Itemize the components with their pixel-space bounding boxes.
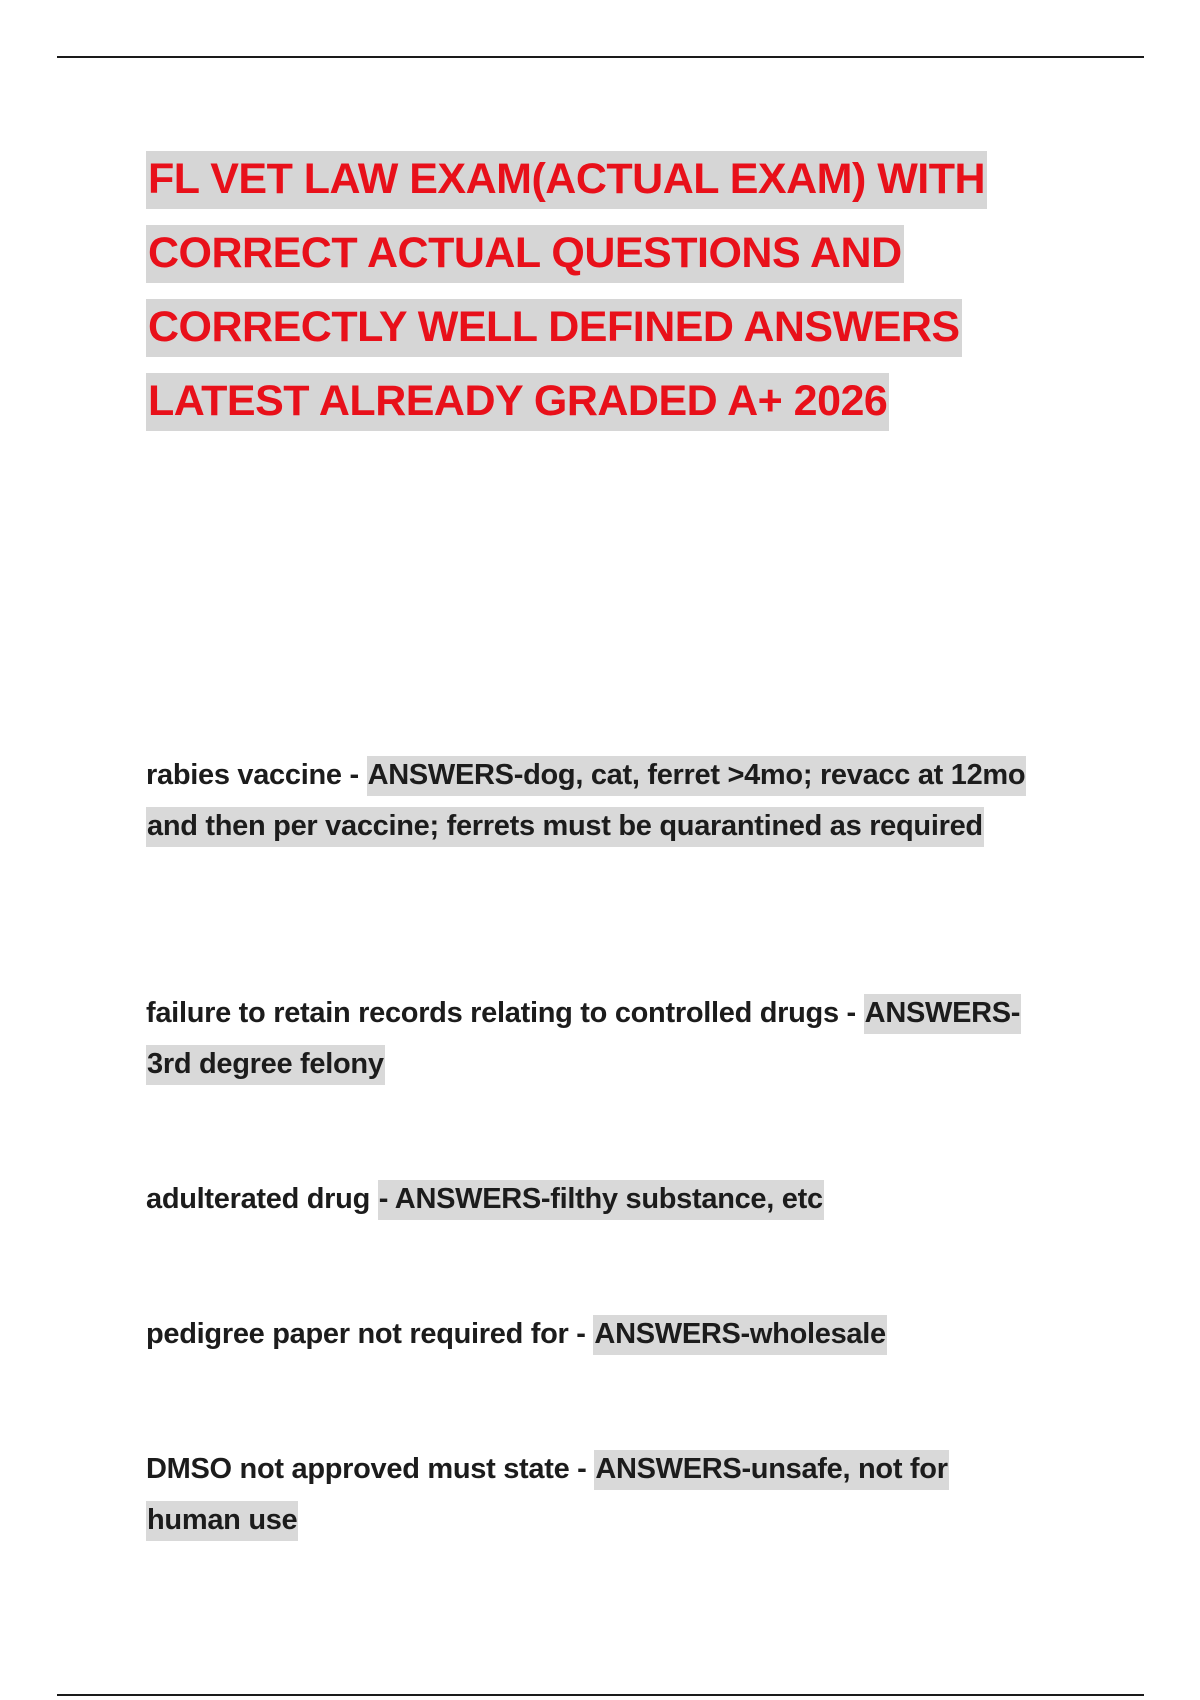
document-title-text: FL VET LAW EXAM(ACTUAL EXAM) WITH CORRECT ACTUAL QUESTIONS AND CORRECTLY WELL DEFINED ANSWERS LATEST ALREADY GRADED A+ 2026: [146, 151, 987, 431]
qa-item: [146, 750, 1046, 852]
qa-question: rabies vaccine -: [146, 759, 367, 791]
bottom-rule: [57, 1694, 1144, 1696]
qa-question: DMSO not approved must state -: [146, 1453, 595, 1485]
top-rule: [57, 56, 1144, 58]
qa-answer: ANSWERS-3rd degree felony: [146, 994, 1021, 1085]
qa-answer: ANSWERS-wholesale: [593, 1315, 886, 1355]
qa-item: [146, 1309, 1046, 1360]
qa-item: [146, 1174, 1046, 1225]
qa-item: [146, 988, 1046, 1090]
qa-answer: ANSWERS-unsafe, not for human use: [146, 1450, 949, 1541]
qa-question: pedigree paper not required for -: [146, 1318, 594, 1350]
qa-item: [146, 1444, 1046, 1546]
qa-question: adulterated drug: [146, 1183, 378, 1215]
qa-answer: - ANSWERS-filthy substance, etc: [378, 1180, 824, 1220]
qa-answer: ANSWERS-dog, cat, ferret >4mo; revacc at 12mo and then per vaccine; ferrets must be quarantined as required: [146, 756, 1026, 847]
qa-question: failure to retain records relating to controlled drugs -: [146, 997, 864, 1029]
document-title: [146, 142, 1066, 438]
